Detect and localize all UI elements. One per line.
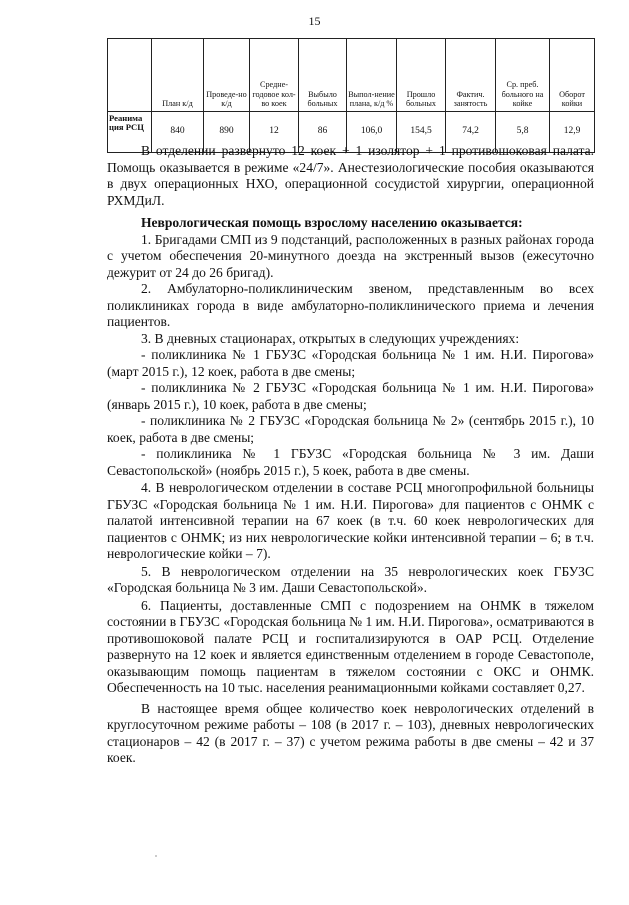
table-cell: 840 (152, 112, 204, 153)
paragraph-department-info: В отделении развернуто 12 коек + 1 изолятор + 1 противошоковая палата. Помощь оказывается в режиме «24/7». Анестезиологические пособия оказываются в двух операционных НХО, операционной сосудистой хирургии, операционной РХМДиЛ. (107, 143, 594, 208)
list-item: 4. В неврологическом отделении в составе РСЦ многопрофильной больницы ГБУЗС «Городская больница № 1 им. Н.И. Пирогова» для пациентов с ОНМК с палатой интенсивной терапии на 67 коек (в т.ч. 60 коек неврологических для пациентов с ОНМК; из них неврологические койки интенсивной терапии – 6; в т.ч. неврологические койки – 7). (107, 480, 594, 561)
table-header-cell: Средне-годовое кол-во коек (250, 39, 299, 112)
table-header-cell: План к/д (152, 39, 204, 112)
document-body (107, 143, 594, 767)
table-cell: 12 (250, 112, 299, 153)
list-item: 5. В неврологическом отделении на 35 неврологических коек ГБУЗС «Городская больница № 3 им. Даши Севастопольской». (107, 563, 594, 595)
sub-list-item: - поликлиника № 2 ГБУЗС «Городская больница № 2» (сентябрь 2015 г.), 10 коек, работа в две смены; (107, 413, 594, 445)
table-cell: 106,0 (347, 112, 397, 153)
table-header-cell: Выпол-нение плана, к/д % (347, 39, 397, 112)
list-item: 3. В дневных стационарах, открытых в следующих учреждениях: (141, 330, 520, 346)
page-number: 15 (308, 14, 321, 28)
table-cell: 154,5 (397, 112, 446, 153)
table-cell: 74,2 (446, 112, 496, 153)
paragraph-summary: В настоящее время общее количество коек неврологических отделений в круглосуточном режиме работы – 108 (в 2017 г. – 103), дневных неврологических стационаров – 42 (в 2017 г. – 37) с учетом режима работы в две смены – 42 и 37 коек. (107, 700, 594, 765)
table-header-cell (108, 39, 152, 112)
table-header-row (108, 39, 595, 112)
table-cell: 890 (204, 112, 250, 153)
sub-list-item: - поликлиника № 1 ГБУЗС «Городская больница № 1 им. Н.И. Пирогова» (март 2015 г.), 12 коек, работа в две смены; (107, 347, 594, 379)
table-header-cell: Оборот койки (550, 39, 595, 112)
list-item: 2. Амбулаторно-поликлиническим звеном, представленным во всех поликлиниках города в виде амбулаторно-поликлинического приема и лечения пациентов. (107, 281, 594, 329)
sub-list-item: - поликлиника № 2 ГБУЗС «Городская больница № 1 им. Н.И. Пирогова» (январь 2015 г.), 10 коек, работа в две смены; (107, 380, 594, 412)
table-header-cell: Ср. преб. больного на койке (496, 39, 550, 112)
bed-statistics-table (107, 38, 595, 153)
table-cell: 86 (299, 112, 347, 153)
table-header-cell: Проведе-но к/д (204, 39, 250, 112)
section-heading: Неврологическая помощь взрослому населению оказывается: (141, 215, 523, 230)
table-header-cell: Прошло больных (397, 39, 446, 112)
table-header-cell: Выбыло больных (299, 39, 347, 112)
sub-list-item: - поликлиника № 1 ГБУЗС «Городская больница № 3 им. Даши Севастопольской» (ноябрь 2015 г.), 5 коек, работа в две смены. (107, 446, 594, 478)
table-header-cell: Фактич. занятость (446, 39, 496, 112)
table-cell: 5,8 (496, 112, 550, 153)
table-cell: 12,9 (550, 112, 595, 153)
list-item: 1. Бригадами СМП из 9 подстанций, расположенных в разных районах города с учетом обеспечения 20-минутного доезда на экстренный вызов (ежесуточно дежурит от 24 до 26 бригад). (107, 231, 594, 280)
row-label: Реанима ция РСЦ (108, 112, 152, 153)
scan-speck (155, 855, 157, 857)
list-item: 6. Пациенты, доставленные СМП с подозрением на ОНМК в тяжелом состоянии в ГБУЗС «Городская больница № 1 им. Н.И. Пирогова», осматриваются в противошоковой палате РСЦ и госпитализируются в ОАР РСЦ. Отделение развернуто на 12 коек и является единственным отделением в городе Севастополе, оказывающим помощь пациентам в тяжелом состоянии с ОКС и ОНМК. Обеспеченность на 10 тыс. населения реанимационными койками составляет 0,27. (107, 597, 594, 695)
